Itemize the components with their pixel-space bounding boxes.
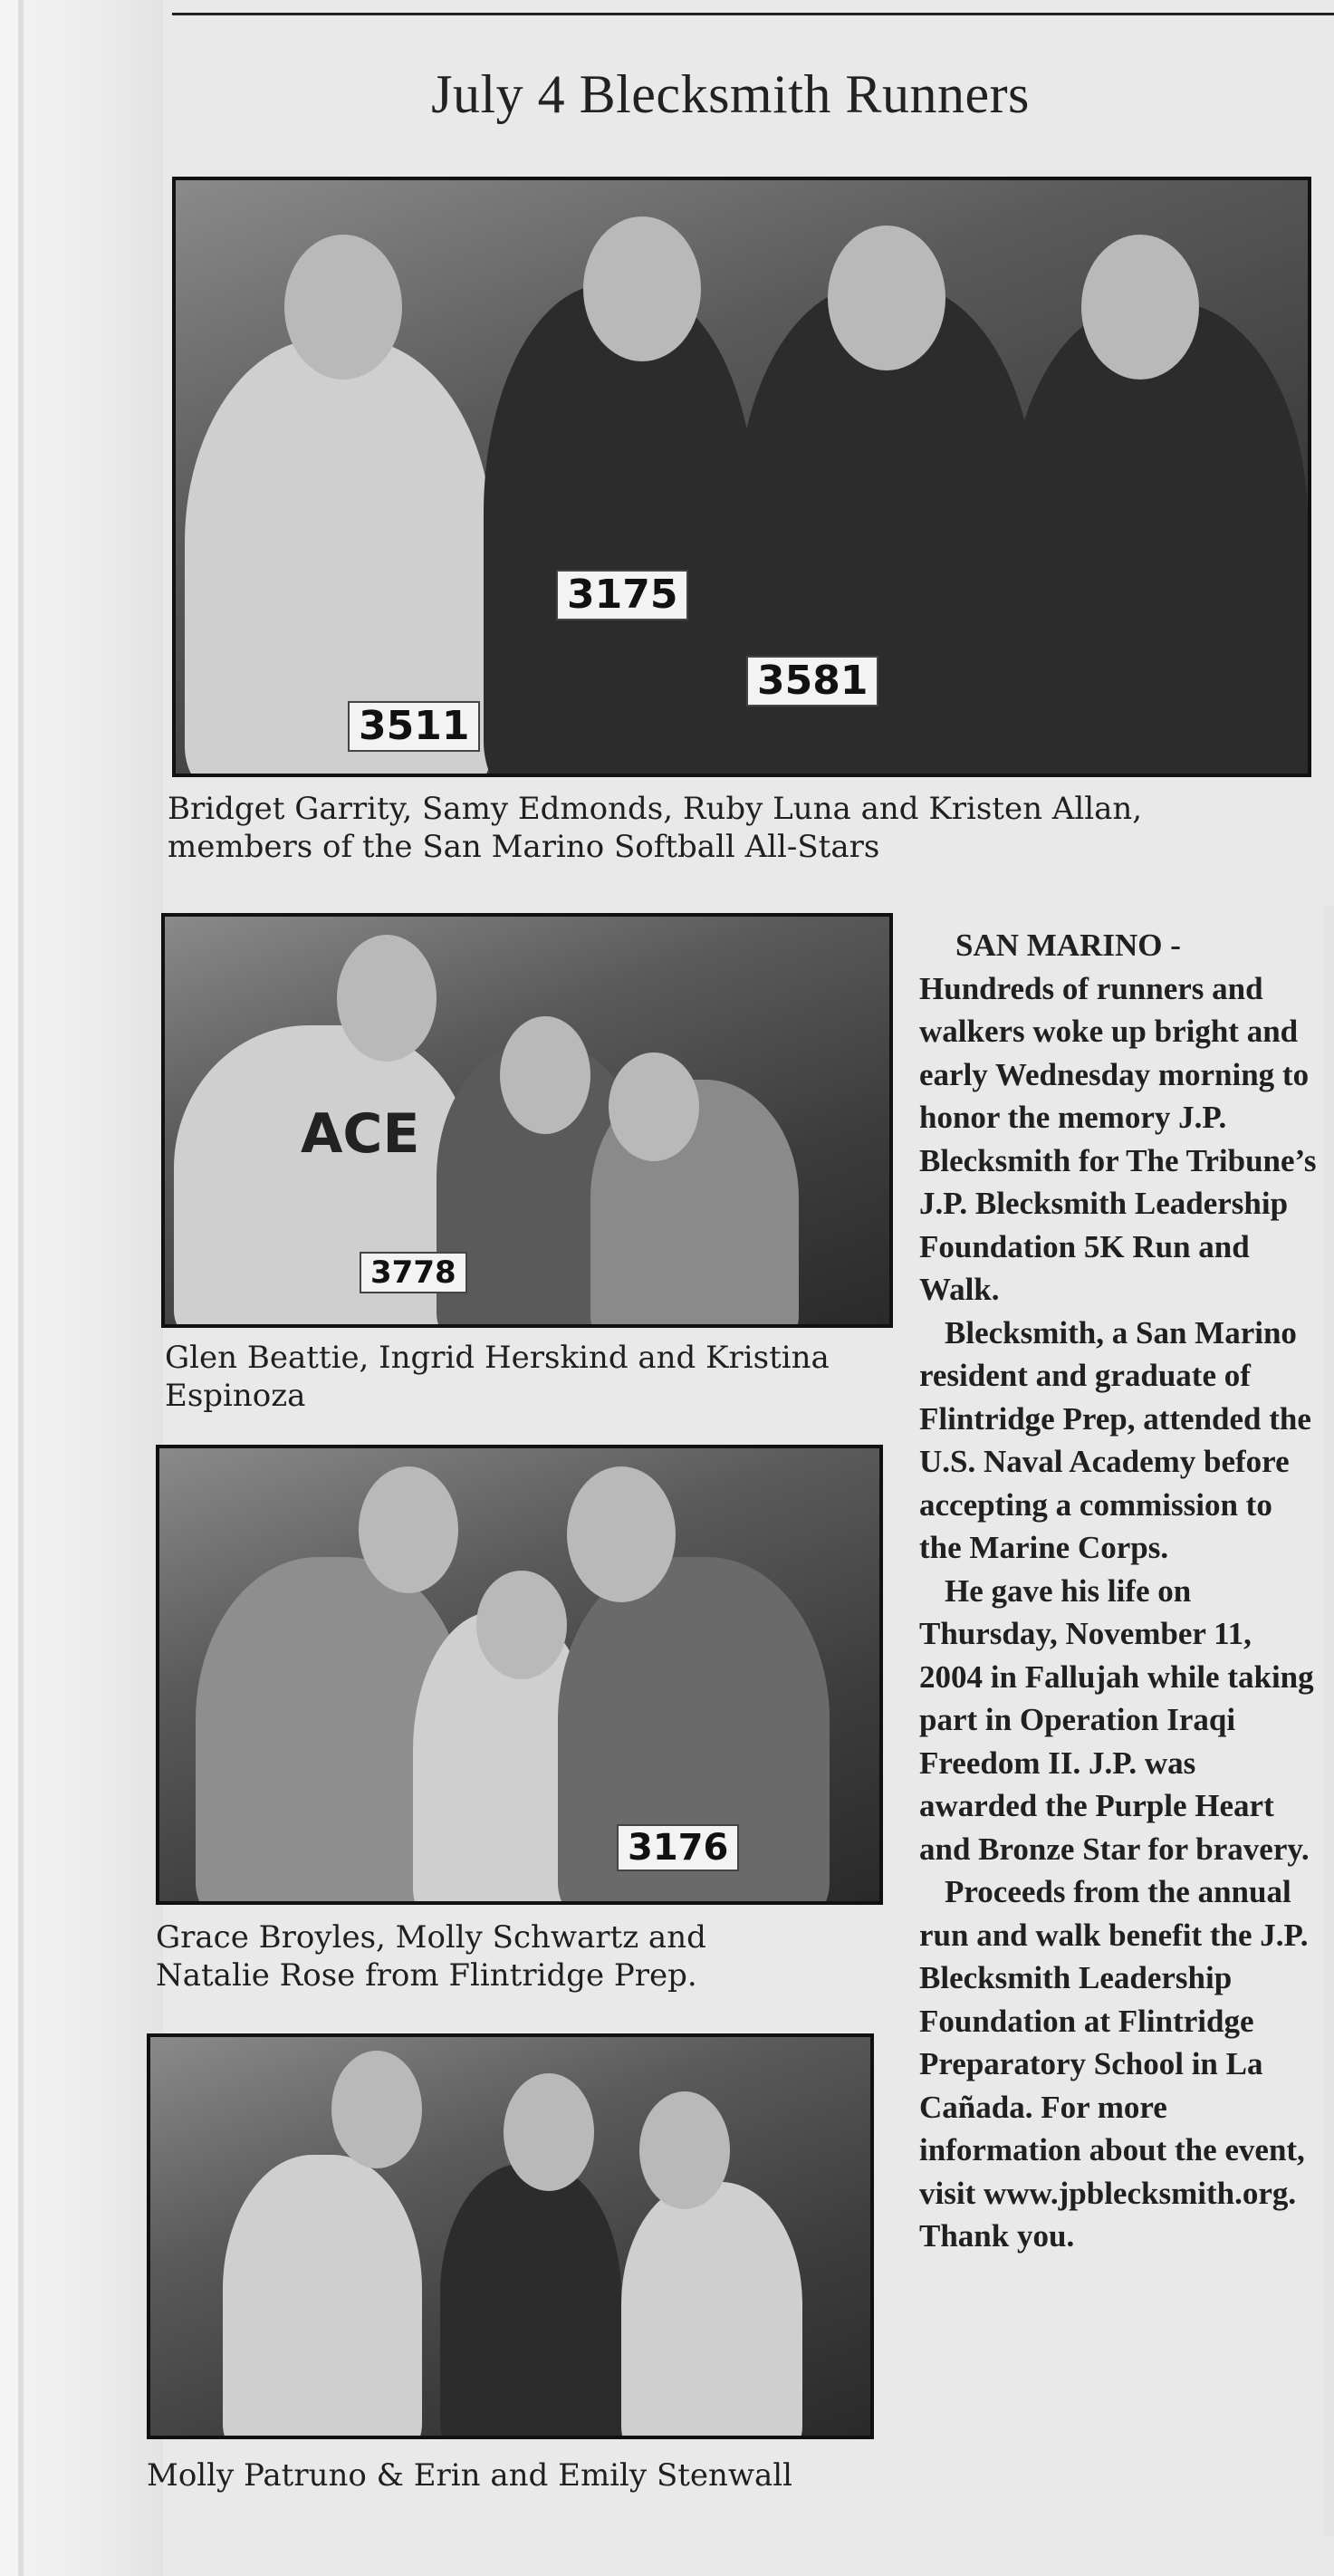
article-paragraph: Hundreds of runners and walkers woke up bright and early Wednesday morning to honor the memory J.P. Blecksmith for The Tribune’s J.P. Blecksmith Leadership Foundation 5K Run and Walk. <box>919 970 1317 1307</box>
shirt-text: ACE <box>301 1102 420 1166</box>
article-paragraph: Proceeds from the annual run and walk benefit the J.P. Blecksmith Leadership Foundation at Flintridge Preparatory School in La Cañada. For more information about the event, visit www.jpblecksmith.org. Thank you. <box>919 1874 1309 2254</box>
adjacent-column-edge <box>1324 906 1334 2536</box>
photo-softball-all-stars <box>172 177 1311 777</box>
article-paragraph: He gave his life on Thursday, November 11, 2004 in Fallujah while taking part in Operation Iraqi Freedom II. J.P. was awarded the Purple Heart and Bronze Star for bravery. <box>919 1572 1314 1867</box>
photo-caption: Grace Broyles, Molly Schwartz and Natalie Rose from Flintridge Prep. <box>156 1919 706 1994</box>
photo-beattie-herskind-espinoza <box>161 913 893 1328</box>
article-paragraph: Blecksmith, a San Marino resident and graduate of Flintridge Prep, attended the U.S. Naval Academy before accepting a commission to the Marine Corps. <box>919 1314 1311 1565</box>
photo-caption: Bridget Garrity, Samy Edmonds, Ruby Luna and Kristen Allan, members of the San Marino Softball All-Stars <box>168 791 1143 865</box>
headline: July 4 Blecksmith Runners <box>431 64 1030 124</box>
race-bib: 3176 <box>617 1824 739 1871</box>
race-bib: 3778 <box>360 1252 467 1293</box>
dateline: SAN MARINO - <box>955 928 1181 963</box>
article-body <box>919 924 1318 2258</box>
race-bib: 3175 <box>556 570 688 620</box>
race-bib: 3511 <box>348 701 480 752</box>
top-rule <box>172 0 1334 15</box>
photo-caption: Molly Patruno & Erin and Emily Stenwall <box>147 2457 793 2494</box>
photo-caption: Glen Beattie, Ingrid Herskind and Kristina Espinoza <box>165 1340 830 1414</box>
race-bib: 3581 <box>746 656 878 706</box>
page-fold-margin <box>0 0 163 2576</box>
photo-patruno-stenwall <box>147 2033 874 2439</box>
photo-flintridge-prep <box>156 1445 883 1905</box>
